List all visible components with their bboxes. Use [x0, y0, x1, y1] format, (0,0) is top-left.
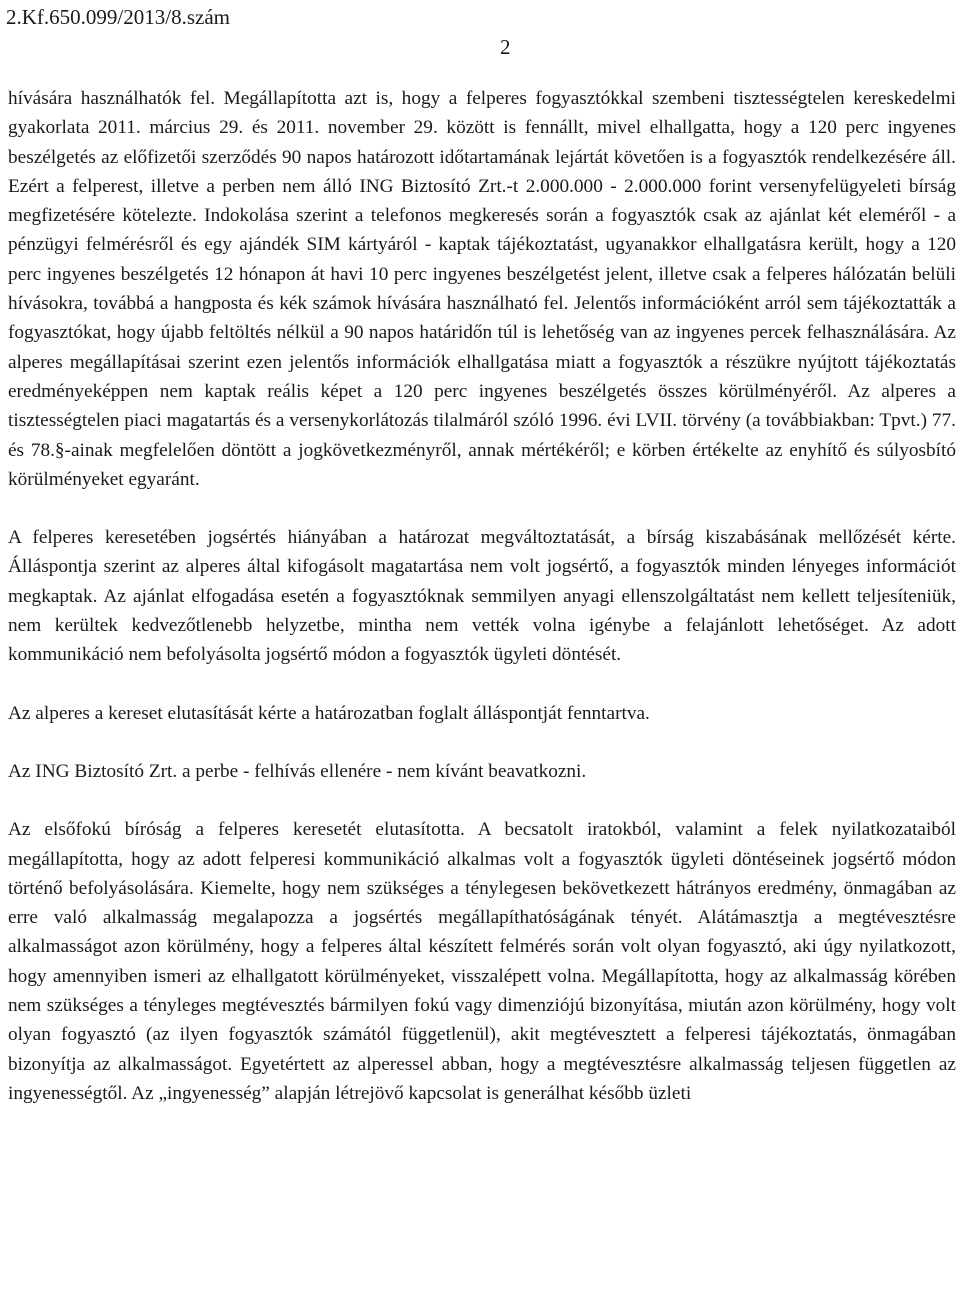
paragraph-plaintiff-claim: A felperes keresetében jogsértés hiányában a határozat megváltoztatását, a bírság kiszabásának mellőzését kérte. Álláspontja szerint az alperes által kifogásolt magatartása nem volt jogsértő, a fogyasztók minden lényeges információt megkaptak. Az ajánlat elfogadása esetén a fogyasztóknak semmilyen anyagi ellenszolgáltatást nem kellett teljesíteniük, nem kerültek kedvezőtlenebb helyzetbe, mintha nem vették volna igénybe a felajánlott lehetőséget. Az adott kommunikáció nem befolyásolta jogsértő módon a fogyasztók ügyleti döntését. — [8, 527, 956, 666]
paragraph-defendant-position: Az alperes a kereset elutasítását kérte a határozatban foglalt álláspontját fenntartva. — [8, 702, 650, 724]
paragraph-intervener: Az ING Biztosító Zrt. a perbe - felhívás ellenére - nem kívánt beavatkozni. — [8, 760, 587, 782]
paragraph-first-instance-ruling: Az elsőfokú bíróság a felperes keresetét elutasította. A becsatolt iratokból, valamint a felek nyilatkozataiból megállapította, hogy az adott felperesi kommunikáció alkalmas volt a fogyasztók ügyleti döntéseinek jogsértő módon történő befolyásolására. Kiemelte, hogy nem szükséges a ténylegesen bekövetkezett hátrányos eredmény, önmagában az erre való alkalmasság megalapozza a jogsértés megállapíthatóságának tényét. Alátámasztja a megtévesztésre alkalmasságot azon körülmény, hogy a felperes által készített felmérés során volt olyan fogyasztó, aki úgy nyilatkozott, hogy amennyiben ismeri az elhallgatott körülményeket, visszalépett volna. Megállapította, hogy az alkalmasság körében nem szükséges a tényleges megtévesztés bármilyen fokú vagy dimenziójú bizonyítása, miután azon körülmény, hogy volt olyan fogyasztó (az ilyen fogyasztók számától függetlenül), akit megtévesztett a felperesi tájékoztatás, önmagában bizonyítja az alkalmasságot. Egyetértett az alperessel abban, hogy a megtévesztésre alkalmasság teljesen független az ingyenességtől. Az „ingyenesség” alapján létrejövő kapcsolat is generálhat később üzleti — [8, 819, 956, 1104]
page-number: 2 — [500, 35, 511, 59]
case-number: 2.Kf.650.099/2013/8.szám — [6, 5, 230, 29]
paragraph-decision-summary: hívására használhatók fel. Megállapította azt is, hogy a felperes fogyasztókkal szembeni tisztességtelen kereskedelmi gyakorlata 2011. március 29. és 2011. november 29. között is fennállt, mivel elhallgatta, hogy a 120 perc ingyenes beszélgetés az előfizetői szerződés 90 napos határozott időtartamának lejártát követően is a fogyasztók rendelkezésére áll. Ezért a felperest, illetve a perben nem álló ING Biztosító Zrt.-t 2.000.000 - 2.000.000 forint versenyfelügyeleti bírság megfizetésére kötelezte. Indokolása szerint a telefonos megkeresés során a fogyasztók csak az ajánlat két eleméről - a pénzügyi felmérésről és egy ajándék SIM kártyáról - kaptak tájékoztatást, ugyanakkor elhallgatásra került, hogy a 120 perc ingyenes beszélgetés 12 hónapon át havi 10 perc ingyenes beszélgetést jelent, illetve csak a felperes hálózatán belüli hívásokra, továbbá a hangposta és kék számok hívására használható fel. Jelentős információként arról sem tájékoztatták a fogyasztókat, hogy újabb feltöltés nélkül a 90 napos határidőn túl is lehetőség van az ingyenes percek felhasználására. Az alperes megállapításai szerint ezen jelentős információk elhallgatása miatt a fogyasztók a részükre nyújtott tájékoztatás eredményeképpen nem kaptak reális képet a 120 perc ingyenes beszélgetés összes körülményéről. Az alperes a tisztességtelen piaci magatartás és a versenykorlátozás tilalmáról szóló 1996. évi LVII. törvény (a továbbiakban: Tpvt.) 77. és 78.§-ainak megfelelően döntött a jogkövetkezményről, annak mértékéről; e körben értékelte az enyhítő és súlyosbító körülményeket egyaránt. — [8, 88, 956, 490]
document-body — [8, 84, 956, 1108]
